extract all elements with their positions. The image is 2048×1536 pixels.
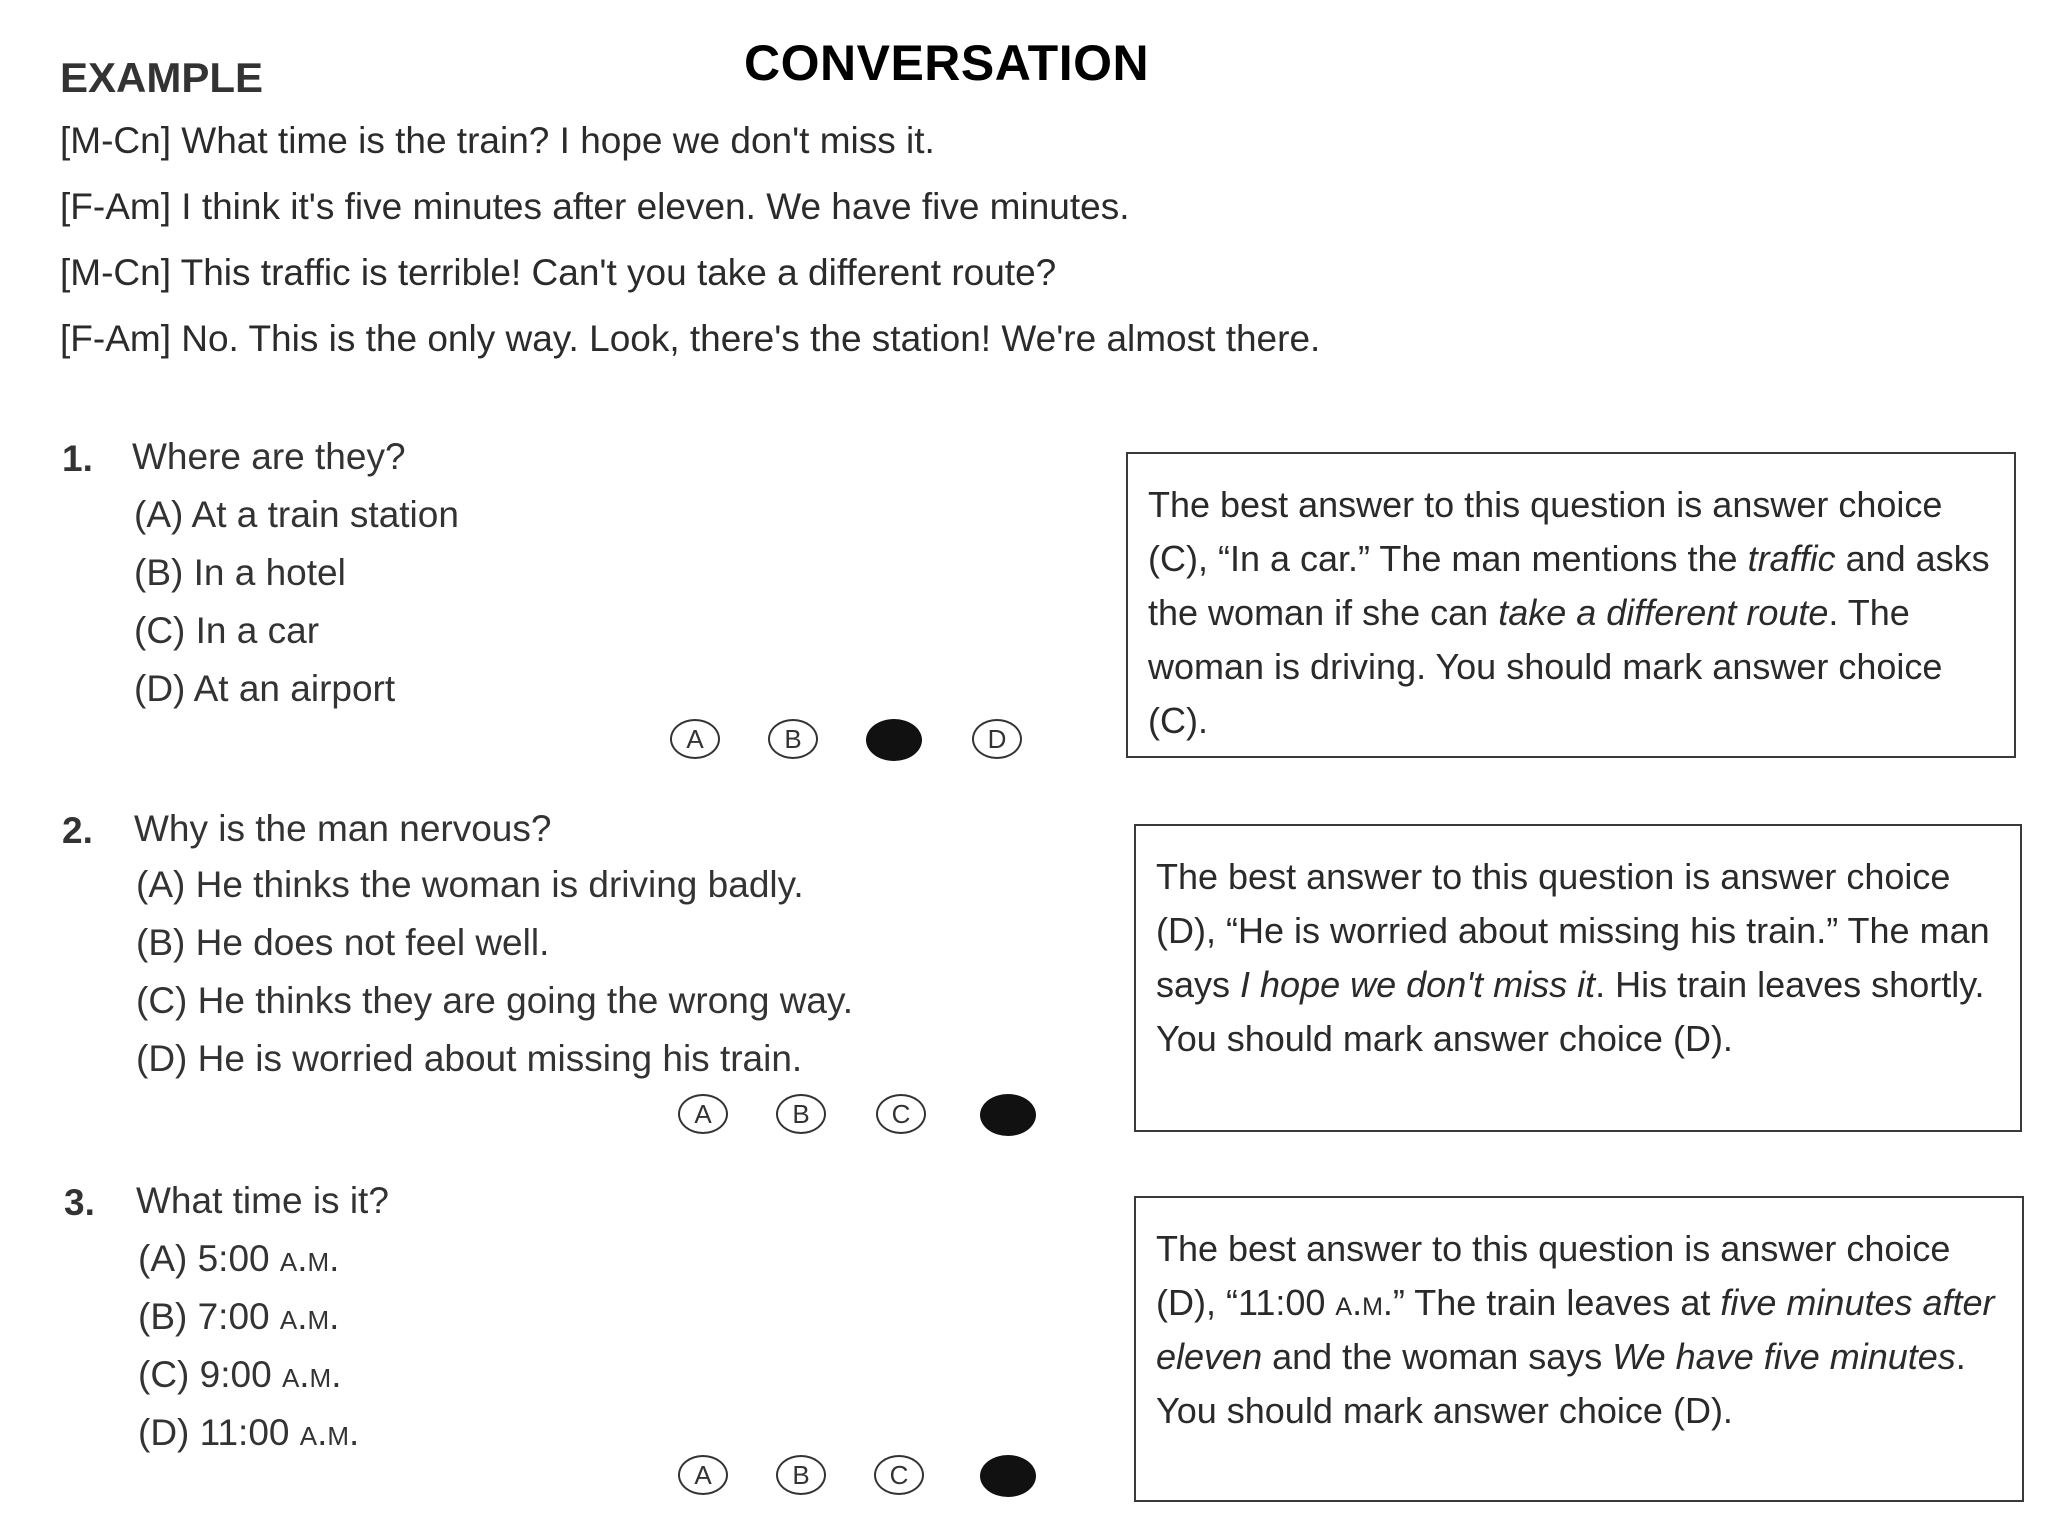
question-text: Where are they?	[132, 436, 406, 477]
answer-bubble-d[interactable]	[980, 1094, 1036, 1136]
answer-choice-b: (B) 7:00 a.m.	[138, 1296, 340, 1337]
conversation-line: [M-Cn] This traffic is terrible! Can't you take a different route?	[60, 252, 1057, 293]
answer-bubble-b[interactable]: B	[776, 1094, 826, 1134]
question-text: What time is it?	[136, 1180, 389, 1221]
question-number: 3.	[64, 1182, 95, 1223]
conversation-line: [F-Am] No. This is the only way. Look, there's the station! We're almost there.	[60, 318, 1321, 359]
answer-choice-d: (D) He is worried about missing his train.	[136, 1038, 803, 1079]
answer-bubble-b[interactable]: B	[768, 719, 818, 759]
answer-choice-a: (A) 5:00 a.m.	[138, 1238, 340, 1279]
answer-choice-a: (A) He thinks the woman is driving badly.	[136, 864, 804, 905]
question-text: Why is the man nervous?	[134, 808, 552, 849]
answer-bubble-a[interactable]: A	[670, 719, 720, 759]
answer-choice-a: (A) At a train station	[134, 494, 459, 535]
explanation-box	[1134, 824, 2022, 1132]
answer-choice-c: (C) He thinks they are going the wrong way.	[136, 980, 854, 1021]
conversation-line: [F-Am] I think it's five minutes after eleven. We have five minutes.	[60, 186, 1130, 227]
answer-choice-d: (D) At an airport	[134, 668, 396, 709]
answer-choice-c: (C) In a car	[134, 610, 320, 651]
answer-choice-b: (B) He does not feel well.	[136, 922, 550, 963]
explanation-text: The best answer to this question is answer choice (D), “11:00 a.m.” The train leaves at five minutes after eleven and the woman says We have five minutes. You should mark answer choice (D).	[1156, 1228, 1995, 1431]
conversation-line: [M-Cn] What time is the train? I hope we don't miss it.	[60, 120, 935, 161]
question-number: 2.	[62, 810, 93, 851]
answer-bubble-a[interactable]: A	[678, 1094, 728, 1134]
answer-bubble-d[interactable]	[980, 1455, 1036, 1497]
explanation-box	[1126, 452, 2016, 758]
example-label: EXAMPLE	[60, 54, 264, 101]
explanation-text: The best answer to this question is answer choice (D), “He is worried about missing his train.” The man says I hope we don't miss it. His train leaves shortly. You should mark answer choice (D).	[1156, 856, 1990, 1059]
answer-bubble-d[interactable]: D	[972, 719, 1022, 759]
answer-bubble-c[interactable]: C	[876, 1094, 926, 1134]
explanation-text: The best answer to this question is answer choice (C), “In a car.” The man mentions the traffic and asks the woman if she can take a different route. The woman is driving. You should mark answer choice (C).	[1148, 484, 1990, 741]
answer-bubble-a[interactable]: A	[678, 1455, 728, 1495]
page-title: CONVERSATION	[744, 35, 1150, 91]
answer-bubble-c[interactable]: C	[874, 1455, 924, 1495]
answer-choice-d: (D) 11:00 a.m.	[138, 1412, 360, 1453]
question-number: 1.	[62, 438, 93, 479]
explanation-box	[1134, 1196, 2024, 1502]
answer-choice-b: (B) In a hotel	[134, 552, 346, 593]
answer-choice-c: (C) 9:00 a.m.	[138, 1354, 342, 1395]
answer-bubble-c[interactable]	[866, 719, 922, 761]
answer-bubble-b[interactable]: B	[776, 1455, 826, 1495]
